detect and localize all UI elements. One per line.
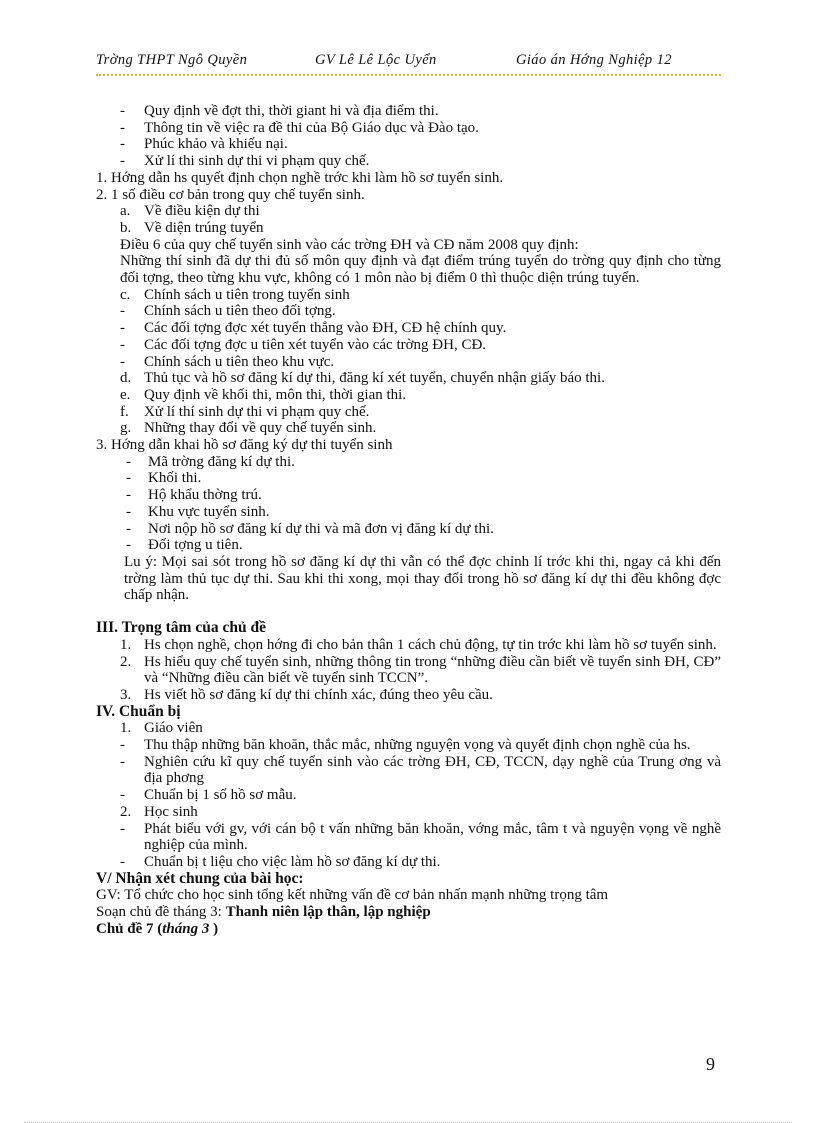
page-header <box>96 50 721 76</box>
list-item: - Hộ khẩu thờng trú. <box>126 487 262 504</box>
topic-label: Chủ đề 7 (tháng 3 ) <box>96 920 219 937</box>
lettered-item: b. Về diện trúng tuyển <box>120 219 264 236</box>
document-body <box>96 103 721 937</box>
teacher-note: GV: Tổ chức cho học sinh tổng kết những vấn đề cơ bản nhấn mạnh những trọng tâm <box>96 887 609 904</box>
list-item: - Xử lí thi sinh dự thi vi phạm quy chế. <box>120 153 370 170</box>
list-item: - Đối tợng u tiên. <box>126 537 243 554</box>
header-subject: Giáo án Hớng Nghiệp 12 <box>516 52 672 68</box>
lettered-item: d. Thủ tục và hồ sơ đăng kí dự thi, đăng kí xét tuyển, chuyển nhận giấy báo thi. <box>120 370 605 387</box>
list-item: - Thu thập những băn khoăn, thắc mắc, những nguyện vọng và quyết định chọn nghề của hs. <box>120 737 691 754</box>
list-item: - Chuẩn bị 1 số hồ sơ mẫu. <box>120 787 297 804</box>
section-item-2: 2. 1 số điều cơ bản trong quy chế tuyển sinh. <box>96 186 365 203</box>
list-item: - Các đối tợng đợc u tiên xét tuyển vào các trờng ĐH, CĐ. <box>120 336 487 353</box>
page-number: 9 <box>706 1054 715 1074</box>
next-topic-line: Soạn chủ đề tháng 3: Thanh niên lập thân, lập nghiệp <box>96 904 431 921</box>
numbered-item: 2. Hs hiểu quy chế tuyển sinh, những thông tin trong “những điều cần biết về tuyển sinh ĐH, CĐ” và “Những điều cần biết về tuyển sinh TCCN”. <box>120 653 721 687</box>
regulation-paragraph: Những thí sinh đã dự thi đủ số môn quy định và đạt điểm trúng tuyển do trờng quy định cho từng đối tợng, theo từng khu vực, không có 1 môn nào bị điểm 0 thì thuộc diện trúng tuyển. <box>120 253 721 287</box>
list-item: - Khu vực tuyển sinh. <box>126 503 270 520</box>
header-school: Trờng THPT Ngô Quyền <box>96 52 248 68</box>
lettered-item: e. Quy định về khối thi, môn thi, thời gian thi. <box>120 386 407 403</box>
header-teacher: GV Lê Lê Lộc Uyển <box>315 52 437 68</box>
list-item: - Nơi nộp hồ sơ đăng kí dự thi và mã đơn vị đăng kí dự thi. <box>126 520 494 537</box>
list-item: - Khối thi. <box>126 470 202 487</box>
lettered-item: f. Xử lí thí sinh dự thi vi phạm quy chế. <box>120 403 370 420</box>
section-heading-iv: IV. Chuẩn bị <box>96 702 181 720</box>
lettered-item: g. Những thay đổi về quy chế tuyển sinh. <box>120 420 377 437</box>
list-item: - Phát biểu với gv, với cán bộ t vấn những băn khoăn, vớng mắc, tâm t và nguyện vọng về nghề nghiệp của mình. <box>120 820 721 854</box>
numbered-item: 1. Hs chọn nghề, chọn hớng đi cho bản thân 1 cách chủ động, tự tin trớc khi làm hồ sơ tuyển sinh. <box>120 636 717 653</box>
list-item: - Phúc khảo và khiếu nại. <box>120 136 288 153</box>
list-item: - Mã trờng đăng kí dự thi. <box>126 453 295 470</box>
numbered-item: 1. Giáo viên <box>120 720 203 737</box>
lettered-item: c. Chính sách u tiên trong tuyển sinh <box>120 286 350 303</box>
list-item: - Thông tin về việc ra đề thi của Bộ Giáo dục và Đào tạo. <box>120 119 479 136</box>
lettered-item: a. Về điều kiện dự thi <box>120 203 260 220</box>
section-item-3: 3. Hớng dẫn khai hồ sơ đăng ký dự thi tuyển sinh <box>96 437 393 454</box>
note-paragraph: Lu ý: Mọi sai sót trong hồ sơ đăng kí dự thi vẫn có thể đợc chỉnh lí trớc khi thi, ngay cả khi đến trờng làm thủ tục dự thi. Sau khi thi xong, mọi thay đổi trong hồ sơ đăng kí dự thi đều không đợc chấp nhận. <box>124 553 721 604</box>
list-item: - Chính sách u tiên theo khu vực. <box>120 353 335 370</box>
list-item: - Nghiên cứu kĩ quy chế tuyển sinh vào các trờng ĐH, CĐ, TCCN, dạy nghề của Trung ơng và địa phơng <box>120 753 721 787</box>
numbered-item: 3. Hs viết hồ sơ đăng kí dự thi chính xác, đúng theo yêu cầu. <box>120 686 493 703</box>
list-item: - Chuẩn bị t liệu cho việc làm hồ sơ đăng kí dự thi. <box>120 853 441 870</box>
header-divider <box>96 74 721 76</box>
list-item: - Quy định về đợt thi, thời giant hi và địa điểm thi. <box>120 103 439 119</box>
numbered-item: 2. Học sinh <box>120 803 198 820</box>
list-item: - Các đối tợng đợc xét tuyển thẳng vào ĐH, CĐ hệ chính quy. <box>120 320 507 337</box>
list-item: - Chính sách u tiên theo đối tợng. <box>120 303 336 320</box>
regulation-text: Điều 6 của quy chế tuyển sinh vào các trờng ĐH và CĐ năm 2008 quy định: <box>120 236 579 253</box>
section-heading-v: V/ Nhận xét chung của bài học: <box>96 869 304 887</box>
section-heading-iii: III. Trọng tâm của chủ đề <box>96 619 266 637</box>
section-item-1: 1. Hớng dẫn hs quyết định chọn nghề trớc khi làm hồ sơ tuyển sinh. <box>96 169 504 186</box>
